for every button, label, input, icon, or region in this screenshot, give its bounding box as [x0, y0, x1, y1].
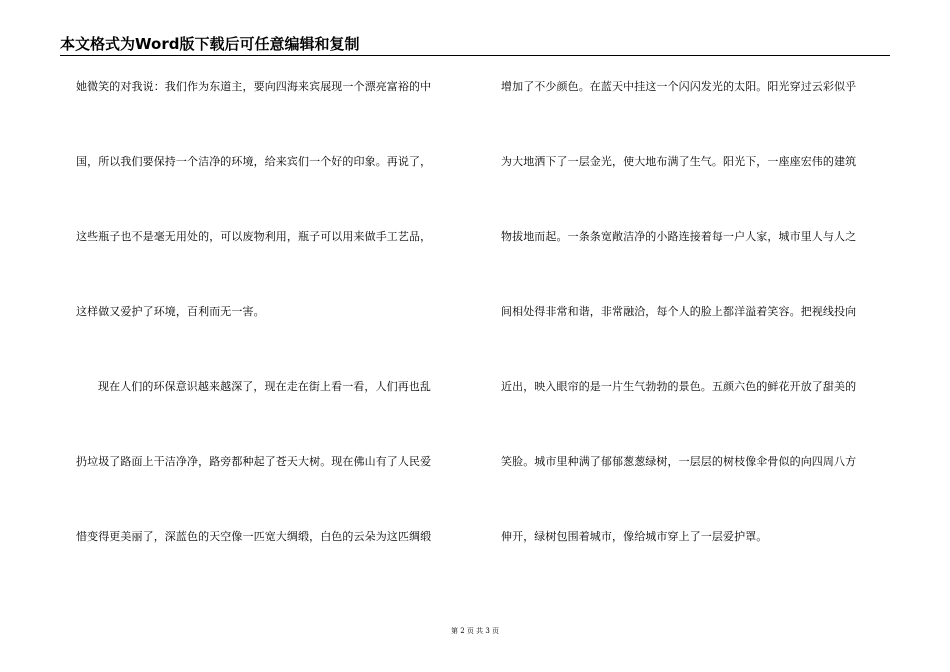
left-text-column: [76, 0, 468, 600]
text-line: 增加了不少颜色。在蓝天中挂这一个闪闪发光的太阳。阳光穿过云彩似乎: [501, 80, 857, 93]
text-line: 物拔地而起。一条条宽敞洁净的小路连接着每一户人家，城市里人与人之: [501, 230, 857, 243]
text-line-paragraph-start: 现在人们的环保意识越来越深了，现在走在街上看一看，人们再也乱: [98, 380, 431, 393]
text-line: 间相处得非常和谐，非常融洽，每个人的脸上都洋溢着笑容。把视线投向: [501, 305, 857, 318]
text-line: 扔垃圾了路面上干洁净净，路旁都种起了苍天大树。现在佛山有了人民爱: [76, 455, 432, 468]
text-line: 国，所以我们要保持一个洁净的环境，给来宾们一个好的印象。再说了，: [76, 155, 432, 168]
text-line: 这样做又爱护了环境，百利而无一害。: [76, 305, 265, 318]
text-line: 这些瓶子也不是毫无用处的，可以废物利用，瓶子可以用来做手工艺品，: [76, 230, 432, 243]
text-line: 为大地洒下了一层金光，使大地布满了生气。阳光下，一座座宏伟的建筑: [501, 155, 857, 168]
text-line: 伸开，绿树包围着城市，像给城市穿上了一层爱护罩。: [501, 530, 768, 543]
text-line: 她微笑的对我说：我们作为东道主，要向四海来宾展现一个漂亮富裕的中: [76, 80, 432, 93]
text-line: 笑脸。城市里种满了郁郁葱葱绿树，一层层的树枝像伞骨似的向四周八方: [501, 455, 857, 468]
page-number-footer: 第 2 页 共 3 页: [450, 627, 500, 635]
text-line: 近出，映入眼帘的是一片生气勃勃的景色。五颜六色的鲜花开放了甜美的: [501, 380, 857, 393]
text-line: 惜变得更美丽了，深蓝色的天空像一匹宽大绸缎，白色的云朵为这匹绸缎: [76, 530, 432, 543]
right-text-column: [501, 0, 893, 600]
document-header-title: 本文格式为Word版下载后可任意编辑和复制: [60, 35, 360, 53]
